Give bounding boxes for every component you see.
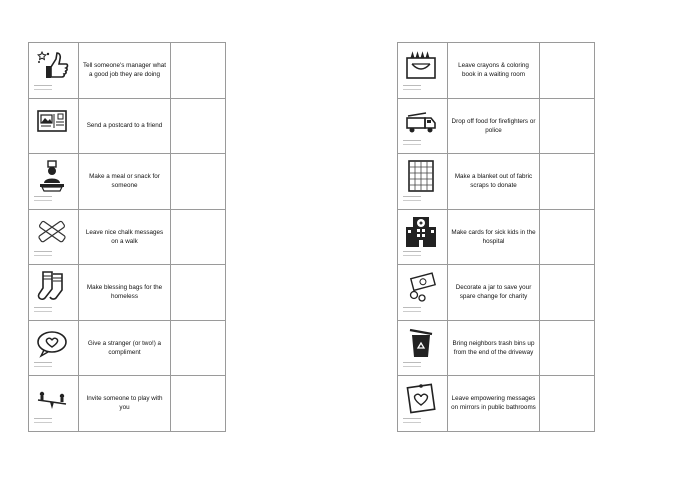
icon-credit [403,307,421,312]
activity-text: Make cards for sick kids in the hospital [448,210,540,265]
table-row [398,265,594,321]
icon-cell [29,265,79,320]
checkbox-cell[interactable] [540,99,594,154]
chef-icon [35,159,69,193]
checkbox-cell[interactable] [540,265,594,320]
icon-cell [398,154,448,209]
table-row [398,154,594,210]
icon-cell [398,265,448,320]
icon-cell [398,43,448,98]
icon-credit [34,85,52,90]
icon-cell [29,321,79,376]
thumbs-up-icon [35,48,69,82]
activity-text: Drop off food for firefighters or police [448,99,540,154]
socks-icon [35,270,69,304]
icon-credit [403,362,421,367]
checkbox-cell[interactable] [171,265,225,320]
activity-text: Give a stranger (or two!) a compliment [79,321,171,376]
checkbox-cell[interactable] [540,154,594,209]
checkbox-cell[interactable] [171,210,225,265]
chalk-icon [35,215,69,249]
table-row [29,376,225,432]
table-row [398,376,594,432]
money-jar-icon [404,270,438,304]
checkbox-cell[interactable] [171,43,225,98]
trash-bin-icon [404,326,438,360]
table-row [29,321,225,377]
icon-credit [403,418,421,423]
icon-credit [403,85,421,90]
table-row [29,154,225,210]
activity-text: Tell someone's manager what a good job they are doing [79,43,171,98]
checkbox-cell[interactable] [171,321,225,376]
left-kindness-table [28,42,226,432]
table-row [29,265,225,321]
activity-text: Make a meal or snack for someone [79,154,171,209]
table-row [29,210,225,266]
icon-credit [34,196,52,201]
icon-cell [398,321,448,376]
table-row [398,43,594,99]
activity-text: Make a blanket out of fabric scraps to donate [448,154,540,209]
activity-text: Leave empowering messages on mirrors in public bathrooms [448,376,540,431]
icon-cell [29,154,79,209]
icon-credit [403,196,421,201]
right-kindness-table [397,42,595,432]
table-row [398,210,594,266]
checkbox-cell[interactable] [540,321,594,376]
icon-credit [34,307,52,312]
activity-text: Invite someone to play with you [79,376,171,431]
icon-cell [29,43,79,98]
crayons-icon [404,48,438,82]
checkbox-cell[interactable] [171,376,225,431]
icon-credit [403,251,421,256]
checkbox-cell[interactable] [540,43,594,98]
note-heart-icon [404,381,438,415]
checkbox-cell[interactable] [171,99,225,154]
seesaw-icon [35,381,69,415]
icon-cell [29,99,79,154]
table-row [29,99,225,155]
icon-cell [29,376,79,431]
activity-text: Make blessing bags for the homeless [79,265,171,320]
icon-credit [403,140,421,145]
activity-text: Leave crayons & coloring book in a waiting room [448,43,540,98]
icon-credit [34,362,52,367]
activity-text: Decorate a jar to save your spare change for charity [448,265,540,320]
activity-text: Leave nice chalk messages on a walk [79,210,171,265]
icon-credit [34,418,52,423]
table-row [29,43,225,99]
activity-text: Send a postcard to a friend [79,99,171,154]
table-row [398,99,594,155]
speech-heart-icon [35,326,69,360]
icon-credit [34,251,52,256]
icon-cell [398,376,448,431]
checkbox-cell[interactable] [540,376,594,431]
blanket-icon [404,159,438,193]
checkbox-cell[interactable] [171,154,225,209]
icon-cell [29,210,79,265]
fire-truck-icon [404,104,438,138]
table-row [398,321,594,377]
activity-text: Bring neighbors trash bins up from the end of the driveway [448,321,540,376]
icon-cell [398,210,448,265]
checkbox-cell[interactable] [540,210,594,265]
postcard-icon [35,104,69,138]
icon-cell [398,99,448,154]
hospital-icon [404,215,438,249]
